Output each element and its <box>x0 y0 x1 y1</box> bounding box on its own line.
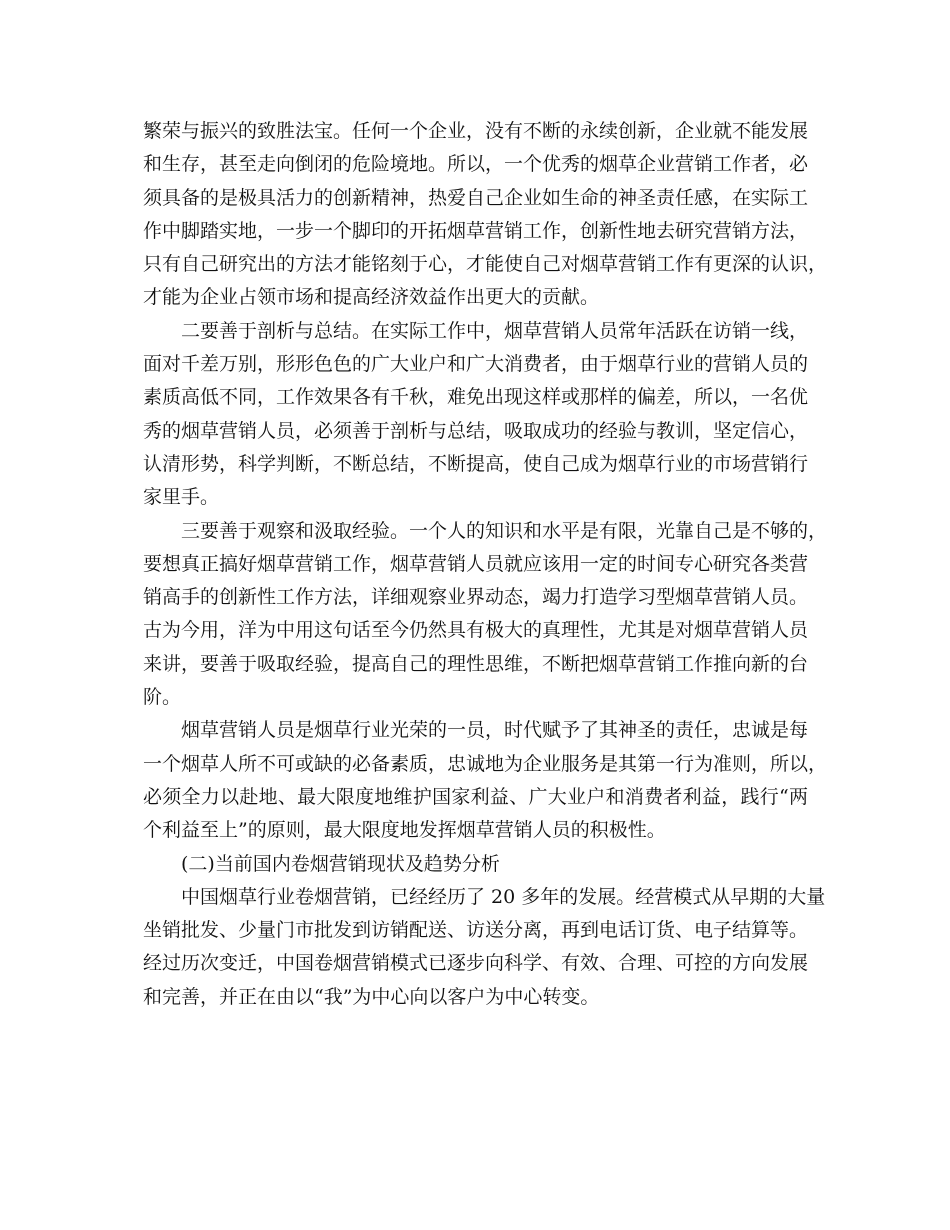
text-line: 和生存，甚至走向倒闭的危险境地。所以，一个优秀的烟草企业营销工作者，必 <box>143 153 809 176</box>
text-line: 经过历次变迁，中国卷烟营销模式已逐步向科学、有效、合理、可控的方向发展 <box>143 952 809 975</box>
text-line: 中国烟草行业卷烟营销，已经经历了 20 多年的发展。经营模式从早期的大量 <box>143 885 826 908</box>
paragraph-analysis-summary <box>143 315 808 515</box>
text-line: 一个烟草人所不可或缺的必备素质，忠诚地为企业服务是其第一行为准则，所以， <box>143 752 828 775</box>
text-line: 阶。 <box>143 686 182 709</box>
text-line: 繁荣与振兴的致胜法宝。任何一个企业，没有不断的永续创新，企业就不能发展 <box>143 120 809 142</box>
text-line: 销高手的创新性工作方法，详细观察业界动态，竭力打造学习型烟草营销人员。 <box>143 586 809 609</box>
text-line: 要想真正搞好烟草营销工作，烟草营销人员就应该用一定的时间专心研究各类营 <box>143 552 809 575</box>
text-line: 坐销批发、少量门市批发到访销配送、访送分离，再到电话订货、电子结算等。 <box>143 919 809 942</box>
paragraph-innovation <box>143 115 828 315</box>
text-line: 二要善于剖析与总结。在实际工作中，烟草营销人员常年活跃在访销一线， <box>143 319 809 342</box>
text-line: 个利益至上”的原则，最大限度地发挥烟草营销人员的积极性。 <box>143 819 666 842</box>
section-heading <box>143 848 808 881</box>
text-line: 面对千差万别，形形色色的广大业户和广大消费者，由于烟草行业的营销人员的 <box>143 353 809 376</box>
document-body <box>143 115 828 1014</box>
section-heading-text: (二)当前国内卷烟营销现状及趋势分析 <box>143 852 500 875</box>
text-line: 必须全力以赴地、最大限度地维护国家利益、广大业户和消费者利益，践行“两 <box>143 785 808 808</box>
text-line: 才能为企业占领市场和提高经济效益作出更大的贡献。 <box>143 286 600 309</box>
paragraph-observation <box>143 515 828 715</box>
text-line: 古为今用，洋为中用这句话至今仍然具有极大的真理性，尤其是对烟草营销人员 <box>143 619 809 642</box>
text-line: 只有自己研究出的方法才能铭刻于心，才能使自己对烟草营销工作有更深的认识， <box>143 253 828 276</box>
text-line: 秀的烟草营销人员，必须善于剖析与总结，吸取成功的经验与教训，坚定信心， <box>143 419 809 442</box>
text-line: 烟草营销人员是烟草行业光荣的一员，时代赋予了其神圣的责任，忠诚是每 <box>143 719 809 742</box>
text-line: 作中脚踏实地，一步一个脚印的开拓烟草营销工作，创新性地去研究营销方法， <box>143 219 809 242</box>
paragraph-loyalty <box>143 714 828 847</box>
text-line: 素质高低不同，工作效果各有千秋，难免出现这样或那样的偏差，所以，一名优 <box>143 386 809 409</box>
text-line: 须具备的是极具活力的创新精神，热爱自己企业如生命的神圣责任感，在实际工 <box>143 186 809 209</box>
text-line: 家里手。 <box>143 486 220 509</box>
paragraph-market-status <box>143 881 826 1014</box>
text-line: 来讲，要善于吸取经验，提高自己的理性思维，不断把烟草营销工作推向新的台 <box>143 652 809 675</box>
text-line: 三要善于观察和汲取经验。一个人的知识和水平是有限，光靠自己是不够的， <box>143 519 828 542</box>
text-line: 和完善，并正在由以“我”为中心向以客户为中心转变。 <box>143 985 600 1008</box>
text-line: 认清形势，科学判断，不断总结，不断提高，使自己成为烟草行业的市场营销行 <box>143 452 809 475</box>
